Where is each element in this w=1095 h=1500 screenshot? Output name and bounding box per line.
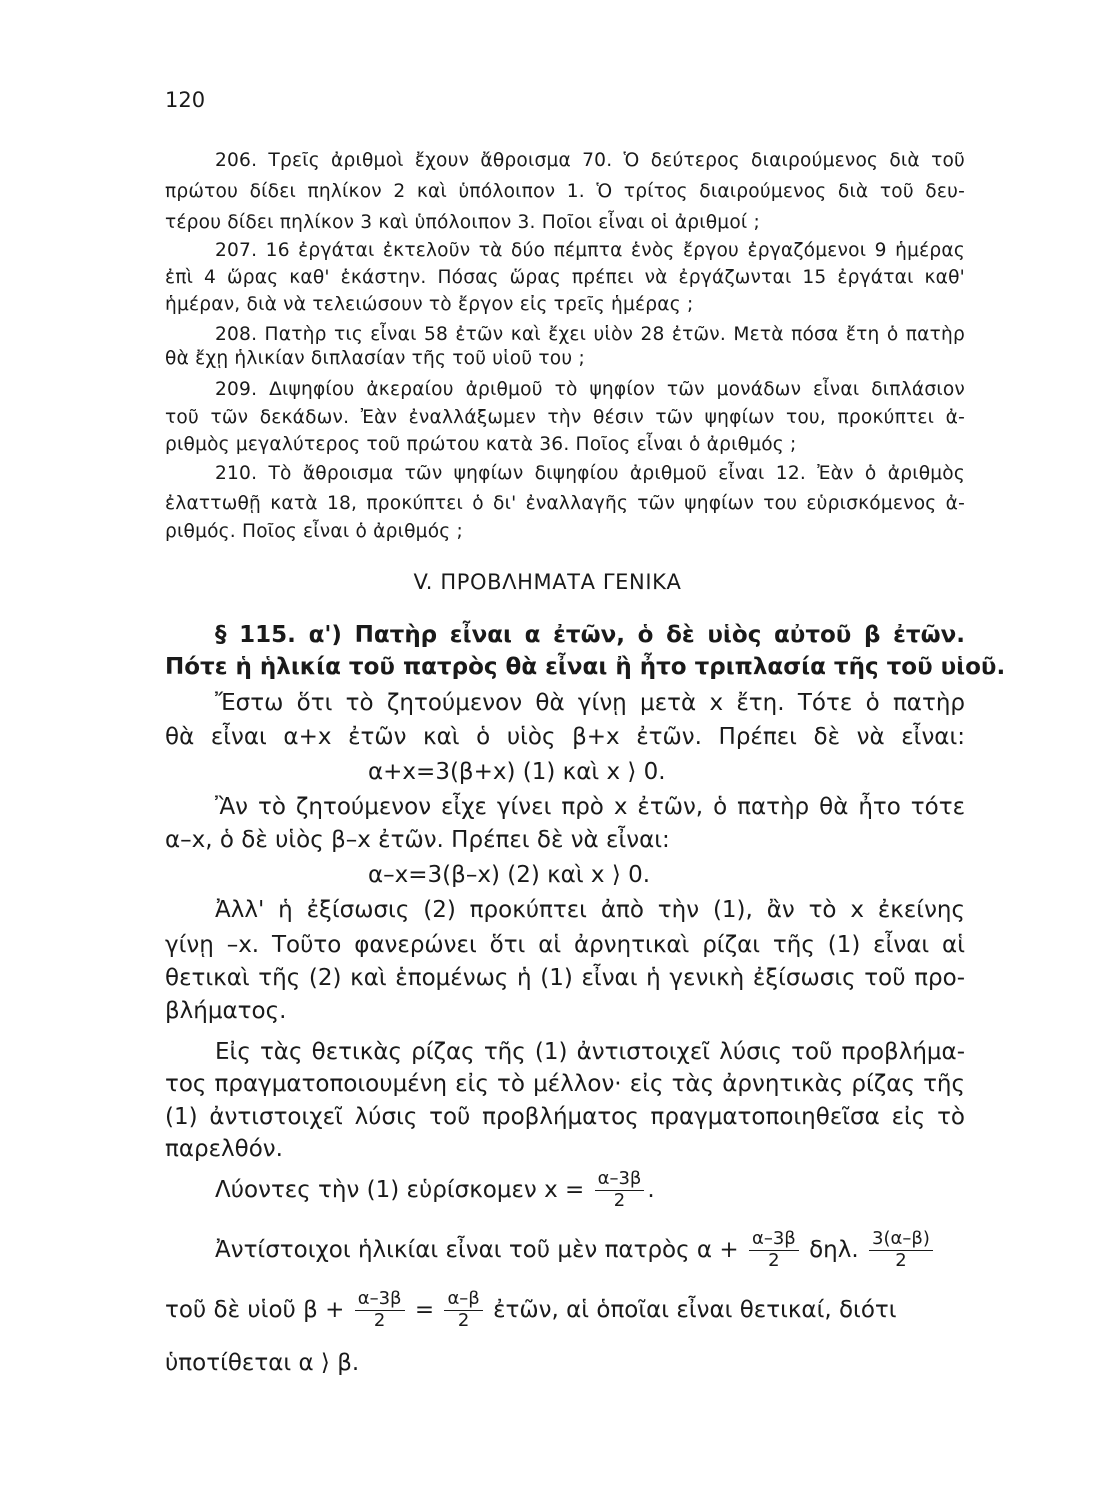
exercise-210-line-1: 210. Τὸ ἄθροισμα τῶν ψηφίων διψηφίου ἀριθμοῦ εἶναι 12. Ἐὰν ὁ ἀριθμὸς [215,463,965,484]
body-p3-line-1: Ἀλλ' ἡ ἐξίσωσις (2) προκύπτει ἀπὸ τὴν (1), ἂν τὸ x ἐκείνης [215,897,965,923]
son-text: τοῦ δὲ υἱοῦ β + [165,1296,345,1323]
equation-2: α–x=3(β–x) (2) καὶ x ⟩ 0. [368,862,651,888]
son-numerator-2: α–β [444,1290,482,1311]
body-p2-line-1: Ἂν τὸ ζητούμενον εἶχε γίνει πρὸ x ἐτῶν, ὁ πατὴρ θὰ ἦτο τότε [215,794,965,820]
exercise-207-line-1: 207. 16 ἐργάται ἐκτελοῦν τὰ δύο πέμπτα ἑνὸς ἔργου ἐργαζόμενοι 9 ἡμέρας [215,240,965,261]
exercise-207-line-2: ἐπὶ 4 ὥρας καθ' ἑκάστην. Πόσας ὥρας πρέπει νὰ ἐργάζωνται 15 ἐργάται καθ' [165,267,965,288]
son-fraction-1 [355,1290,405,1331]
exercise-206-line-2: πρώτου δίδει πηλίκον 2 καὶ ὑπόλοιπον 1. Ὁ τρίτος διαιρούμενος διὰ τοῦ δευ- [165,181,965,202]
ages-numerator-1: α–3β [749,1230,799,1251]
body-p3-line-2: γίνῃ –x. Τοῦτο φανερώνει ὅτι αἱ ἀρνητικαὶ ρίζαι τῆς (1) εἶναι αἱ [165,932,965,958]
ages-numerator-2: 3(α–β) [869,1230,933,1251]
exercise-210-line-2: ἐλαττωθῇ κατὰ 18, προκύπτει ὁ δι' ἐναλλαγῆς τῶν ψηφίων του εὑρισκόμενος ἀ- [165,493,965,514]
exercise-209-line-2: τοῦ τῶν δεκάδων. Ἐὰν ἐναλλάξωμεν τὴν θέσιν τῶν ψηφίων του, προκύπτει ἀ- [165,407,965,428]
ages-text: Ἀντίστοιχοι ἡλικίαι εἶναι τοῦ μὲν πατρὸς α + [215,1236,739,1263]
body-p4-line-4: παρελθόν. [165,1136,283,1162]
body-p3-line-3: θετικαὶ τῆς (2) καὶ ἑπομένως ἡ (1) εἶναι ἡ γενικὴ ἐξίσωσις τοῦ προ- [165,965,965,991]
body-p4-line-2: τος πραγματοποιουμένη εἰς τὸ μέλλον· εἰς τὰς ἀρνητικὰς ρίζας τῆς [165,1071,965,1097]
exercise-208-line-2: θὰ ἔχῃ ἡλικίαν διπλασίαν τῆς τοῦ υἱοῦ του ; [165,348,585,369]
ages-dil: δηλ. [809,1236,859,1263]
body-p1-line-2: θὰ εἶναι α+x ἐτῶν καὶ ὁ υἱὸς β+x ἐτῶν. Πρέπει δὲ νὰ εἶναι: [165,724,965,750]
son-fraction-2 [444,1290,482,1331]
problem-statement-line-1: § 115. α') Πατὴρ εἶναι α ἐτῶν, ὁ δὲ υἱὸς αὐτοῦ β ἐτῶν. [215,622,965,648]
body-p4-line-3: (1) ἀντιστοιχεῖ λύσις τοῦ προβλήματος πραγματοποιηθεῖσα εἰς τὸ [165,1104,965,1130]
section-heading: V. ΠΡΟΒΛΗΜΑΤΑ ΓΕΝΙΚΑ [413,570,682,594]
exercise-210-line-3: ριθμός. Ποῖος εἶναι ὁ ἀριθμός ; [165,521,463,542]
exercise-209-line-1: 209. Διψηφίου ἀκεραίου ἀριθμοῦ τὸ ψηφίον τῶν μονάδων εἶναι διπλάσιον [215,379,965,400]
solution-line [215,1170,655,1211]
last-line: ὑποτίθεται α ⟩ β. [165,1350,360,1376]
son-numerator-1: α–3β [355,1290,405,1311]
page-number: 120 [165,88,206,112]
son-denominator-1: 2 [373,1309,386,1331]
exercise-208-line-1: 208. Πατὴρ τις εἶναι 58 ἐτῶν καὶ ἔχει υἱὸν 28 ἐτῶν. Μετὰ πόσα ἔτη ὁ πατὴρ [215,324,965,345]
exercise-209-line-3: ριθμὸς μεγαλύτερος τοῦ πρώτου κατὰ 36. Ποῖος εἶναι ὁ ἀριθμός ; [165,434,797,455]
equals-sign: = [414,1296,435,1323]
equation-1: α+x=3(β+x) (1) καὶ x ⟩ 0. [368,759,666,785]
son-age-line [165,1290,965,1331]
solution-numerator: α–3β [595,1170,645,1191]
body-p3-line-4: βλήματος. [165,998,287,1024]
body-p4-line-1: Εἰς τὰς θετικὰς ρίζας τῆς (1) ἀντιστοιχεῖ λύσις τοῦ προβλήμα- [215,1039,965,1065]
exercise-206-line-1: 206. Τρεῖς ἀριθμοὶ ἔχουν ἄθροισμα 70. Ὁ δεύτερος διαιρούμενος διὰ τοῦ [215,150,965,171]
ages-fraction-1 [749,1230,799,1271]
problem-statement-line-2: Πότε ἡ ἡλικία τοῦ πατρὸς θὰ εἶναι ἢ ἦτο τριπλασία τῆς τοῦ υἱοῦ. [165,654,1006,680]
solution-fraction [595,1170,645,1211]
ages-line [215,1230,936,1271]
son-denominator-2: 2 [457,1309,470,1331]
exercise-206-line-3: τέρου δίδει πηλίκον 3 καὶ ὑπόλοιπον 3. Ποῖοι εἶναι οἱ ἀριθμοί ; [165,212,760,233]
ages-denominator-2: 2 [895,1249,907,1271]
exercise-207-line-3: ἡμέραν, διὰ νὰ τελειώσουν τὸ ἔργον εἰς τρεῖς ἡμέρας ; [165,294,694,315]
body-p2-line-2: α–x, ὁ δὲ υἱὸς β–x ἐτῶν. Πρέπει δὲ νὰ εἶναι: [165,827,670,853]
ages-denominator-1: 2 [768,1249,780,1271]
body-p1-line-1: Ἔστω ὅτι τὸ ζητούμενον θὰ γίνῃ μετὰ x ἔτη. Τότε ὁ πατὴρ [215,690,965,716]
son-tail: ἐτῶν, αἱ ὁποῖαι εἶναι θετικαί, διότι [493,1296,897,1323]
ages-fraction-2 [869,1230,933,1271]
solution-period: . [647,1176,655,1203]
solution-denominator: 2 [613,1189,626,1211]
solution-text: Λύοντες τὴν (1) εὑρίσκομεν x = [215,1176,585,1203]
